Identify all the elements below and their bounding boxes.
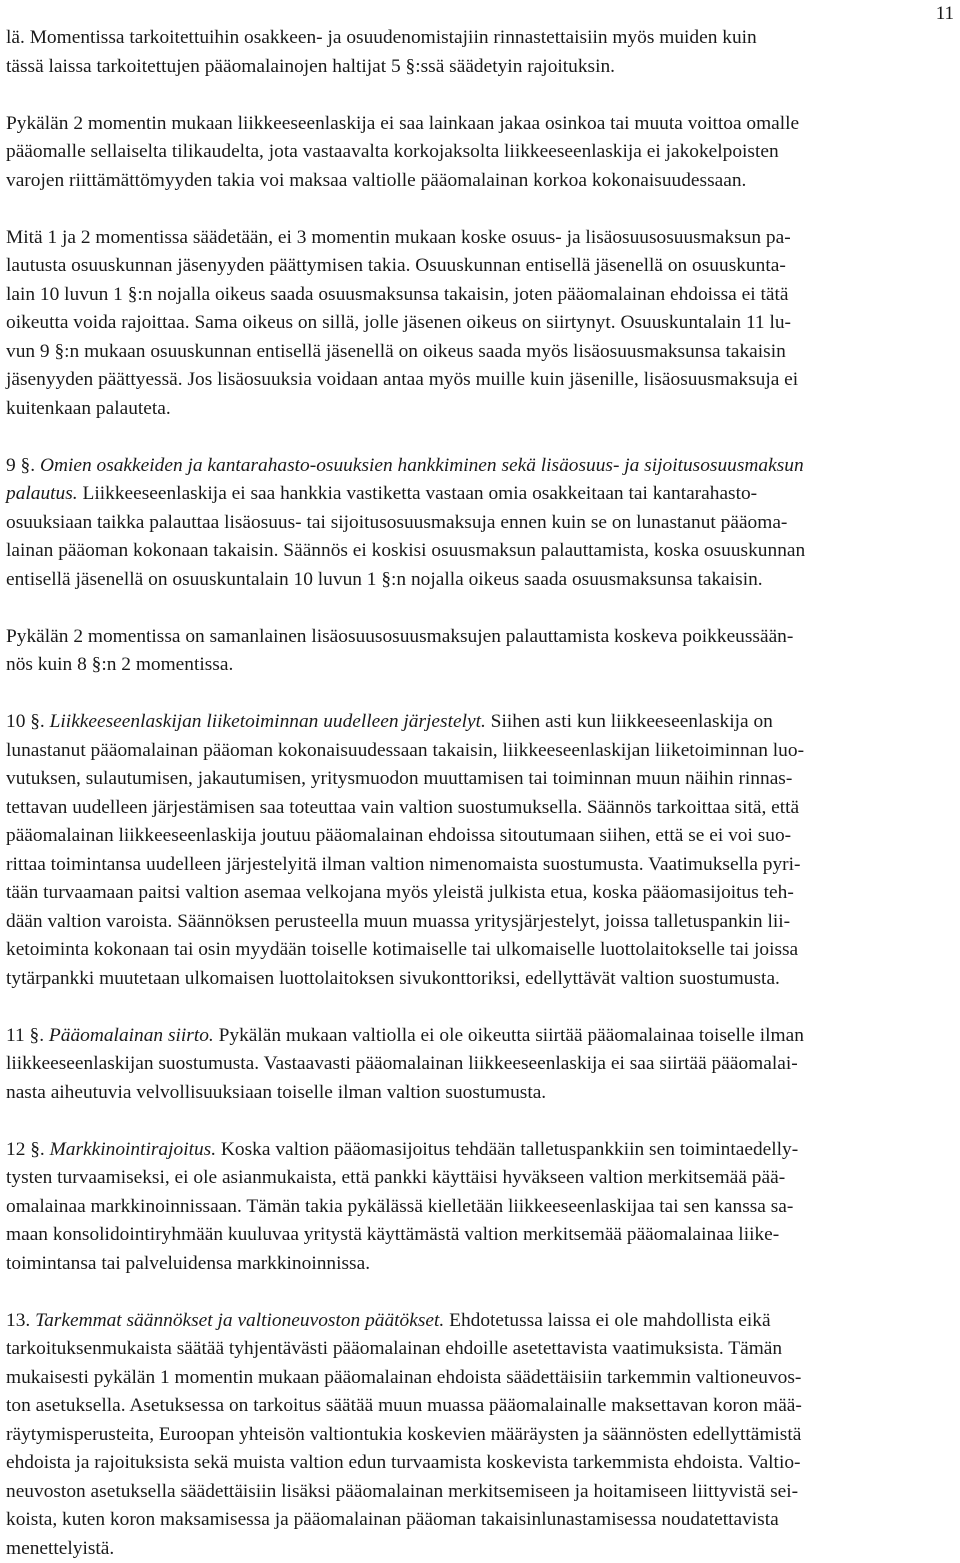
section-text: Liikkeeseenlaskija ei saa hankkia vastiketta vastaan omia osakkeitaan tai kantarahasto- [78, 483, 757, 504]
text-line: ketoiminta kokonaan tai osin myydään toiselle kotimaiselle tai ulkomaiselle luottolaitokselle tai joissa [6, 936, 952, 965]
text-line: osuuksiaan taikka palauttaa lisäosuus- tai sijoitusosuusmaksuja ennen kuin se on lunastanut pääoma- [6, 509, 952, 538]
text-line: entisellä jäsenellä on osuuskuntalain 10 luvun 1 §:n nojalla oikeus saada osuusmaksunsa takaisin. [6, 566, 952, 595]
section-number: 9 §. [6, 455, 35, 476]
text-line: tässä laissa tarkoitettujen pääomalainojen haltijat 5 §:ssä säädetyin rajoituksin. [6, 53, 952, 82]
text-line [6, 1022, 952, 1051]
text-line [6, 452, 952, 481]
section-paragraph [6, 452, 952, 595]
document-body [6, 0, 952, 1563]
text-line: lunastanut pääomalainan pääoman kokonaisuudessaan takaisin, liikkeeseenlaskijan liiketoiminnan luo- [6, 737, 952, 766]
text-line: ehdoista ja rajoituksista sekä muista valtion edun turvaamista koskevista tarkemmista ehdoista. Valtio- [6, 1449, 952, 1478]
text-line: nös kuin 8 §:n 2 momentissa. [6, 651, 952, 680]
text-line: tettavan uudelleen järjestämisen saa toteuttaa vain valtion suostumuksella. Säännös tarkoittaa sitä, että [6, 794, 952, 823]
section-heading: Liikkeeseenlaskijan liiketoiminnan uudelleen järjestelyt. [50, 711, 486, 732]
section-heading-continued: palautus. [6, 483, 78, 504]
text-line: ton asetuksella. Asetuksessa on tarkoitus säätää muun muassa pääomalainalle maksettavan koron mää- [6, 1392, 952, 1421]
text-line: pääomalainan liikkeeseenlaskija joutuu pääomalainan ehdoissa sitoutumaan siihen, että se ei voi suo- [6, 822, 952, 851]
text-line: jäsenyyden päättyessä. Jos lisäosuuksia voidaan antaa myös muille kuin jäsenille, lisäosuusmaksuja ei [6, 366, 952, 395]
text-line: maan konsolidointiryhmään kuuluvaa yritystä käyttämästä valtion merkitsemää pääomalainaa liike- [6, 1221, 952, 1250]
section-heading: Pääomalainan siirto. [49, 1025, 214, 1046]
text-line: rittaa toimintansa uudelleen järjestelyitä ilman valtion nimenomaista suostumusta. Vaatimuksella pyri- [6, 851, 952, 880]
text-line: kuitenkaan palauteta. [6, 395, 952, 424]
text-line: varojen riittämättömyyden takia voi maksaa valtiolle pääomalainan korkoa kokonaisuudessaan. [6, 167, 952, 196]
text-line: tytärpankki muutetaan ulkomaisen luottolaitoksen sivukonttoriksi, edellyttävät valtion suostumusta. [6, 965, 952, 994]
text-line [6, 1136, 952, 1165]
section-paragraph [6, 1307, 952, 1563]
section-text: Koska valtion pääomasijoitus tehdään talletuspankkiin sen toimintaedelly- [216, 1139, 798, 1160]
text-line: mukaisesti pykälän 1 momentin mukaan pääomalainan ehdoista säädettäisiin tarkemmin valtioneuvos- [6, 1364, 952, 1393]
section-paragraph [6, 708, 952, 993]
text-line: liikkeeseenlaskijan suostumusta. Vastaavasti pääomalainan liikkeeseenlaskija ei saa siirtää pääomalai- [6, 1050, 952, 1079]
text-line: dään valtion varoista. Säännöksen perusteella muun muassa yritysjärjestelyt, joissa talletuspankin lii- [6, 908, 952, 937]
text-line: Mitä 1 ja 2 momentissa säädetään, ei 3 momentin mukaan koske osuus- ja lisäosuusosuusmaksun pa- [6, 224, 952, 253]
section-heading: Omien osakkeiden ja kantarahasto-osuuksien hankkiminen sekä lisäosuus- ja sijoitusosuusmaksun [40, 455, 804, 476]
paragraph [6, 24, 952, 81]
text-line: Pykälän 2 momentin mukaan liikkeeseenlaskija ei saa lainkaan jakaa osinkoa tai muuta voittoa omalle [6, 110, 952, 139]
text-line: oikeutta voida rajoittaa. Sama oikeus on sillä, jolle jäsenen oikeus on siirtynyt. Osuuskuntalain 11 lu- [6, 309, 952, 338]
text-line [6, 480, 952, 509]
text-line [6, 708, 952, 737]
section-text: Siihen asti kun liikkeeseenlaskija on [486, 711, 773, 732]
section-heading: Markkinointirajoitus. [50, 1139, 216, 1160]
text-line: tysten turvaamiseksi, ei ole asianmukaista, että pankki käyttäisi hyväkseen valtion merkitsemää pää- [6, 1164, 952, 1193]
text-line: lainan pääoman kokonaan takaisin. Säännös ei koskisi osuusmaksun palauttamista, koska osuuskunnan [6, 537, 952, 566]
paragraph [6, 623, 952, 680]
text-line: tään turvaamaan paitsi valtion asemaa velkojana myös yleistä julkista etua, koska pääomasijoitus teh- [6, 879, 952, 908]
text-line: lä. Momentissa tarkoitettuihin osakkeen- ja osuudenomistajiin rinnastettaisiin myös muiden kuin [6, 24, 952, 53]
section-number: 11 §. [6, 1025, 44, 1046]
text-line: toimintansa tai palveluidensa markkinoinnissa. [6, 1250, 952, 1279]
section-number: 10 §. [6, 711, 45, 732]
section-paragraph [6, 1022, 952, 1108]
text-line: räytymisperusteita, Euroopan yhteisön valtiontukia koskevien määräysten ja säännösten edellyttämistä [6, 1421, 952, 1450]
section-text: Pykälän mukaan valtiolla ei ole oikeutta siirtää pääomalainaa toiselle ilman [214, 1025, 804, 1046]
text-line: lain 10 luvun 1 §:n nojalla oikeus saada osuusmaksunsa takaisin, joten pääomalainan ehdoissa ei tätä [6, 281, 952, 310]
section-text: Ehdotetussa laissa ei ole mahdollista eikä [444, 1310, 770, 1331]
text-line: vun 9 §:n mukaan osuuskunnan entisellä jäsenellä on oikeus saada myös lisäosuusmaksunsa takaisin [6, 338, 952, 367]
paragraph [6, 110, 952, 196]
text-line: menettelyistä. [6, 1535, 952, 1563]
paragraph [6, 224, 952, 424]
section-number: 12 §. [6, 1139, 45, 1160]
page-number: 11 [936, 2, 954, 26]
text-line [6, 1307, 952, 1336]
text-line: koista, kuten koron maksamisessa ja pääomalainan pääoman takaisinlunastamisessa noudatettavista [6, 1506, 952, 1535]
section-number: 13. [6, 1310, 30, 1331]
text-line: neuvoston asetuksella säädettäisiin lisäksi pääomalainan merkitsemiseen ja hoitamiseen liittyvistä sei- [6, 1478, 952, 1507]
text-line: pääomalle sellaiselta tilikaudelta, jota vastaavalta korkojaksolta liikkeeseenlaskija ei jakokelpoisten [6, 138, 952, 167]
text-line: tarkoituksenmukaista säätää tyhjentävästi pääomalainan ehdoille asetettavista vaatimuksista. Tämän [6, 1335, 952, 1364]
section-paragraph [6, 1136, 952, 1279]
text-line: vutuksen, sulautumisen, jakautumisen, yritysmuodon muuttamisen tai toiminnan muun näihin rinnas- [6, 765, 952, 794]
text-line: Pykälän 2 momentissa on samanlainen lisäosuusosuusmaksujen palauttamista koskeva poikkeussään- [6, 623, 952, 652]
text-line: nasta aiheutuvia velvollisuuksiaan toiselle ilman valtion suostumusta. [6, 1079, 952, 1108]
text-line: omalainaa markkinoinnissaan. Tämän takia pykälässä kielletään liikkeeseenlaskijaa tai sen kanssa sa- [6, 1193, 952, 1222]
section-heading: Tarkemmat säännökset ja valtioneuvoston päätökset. [35, 1310, 444, 1331]
text-line: lautusta osuuskunnan jäsenyyden päättymisen takia. Osuuskunnan entisellä jäsenellä on osuuskunta- [6, 252, 952, 281]
